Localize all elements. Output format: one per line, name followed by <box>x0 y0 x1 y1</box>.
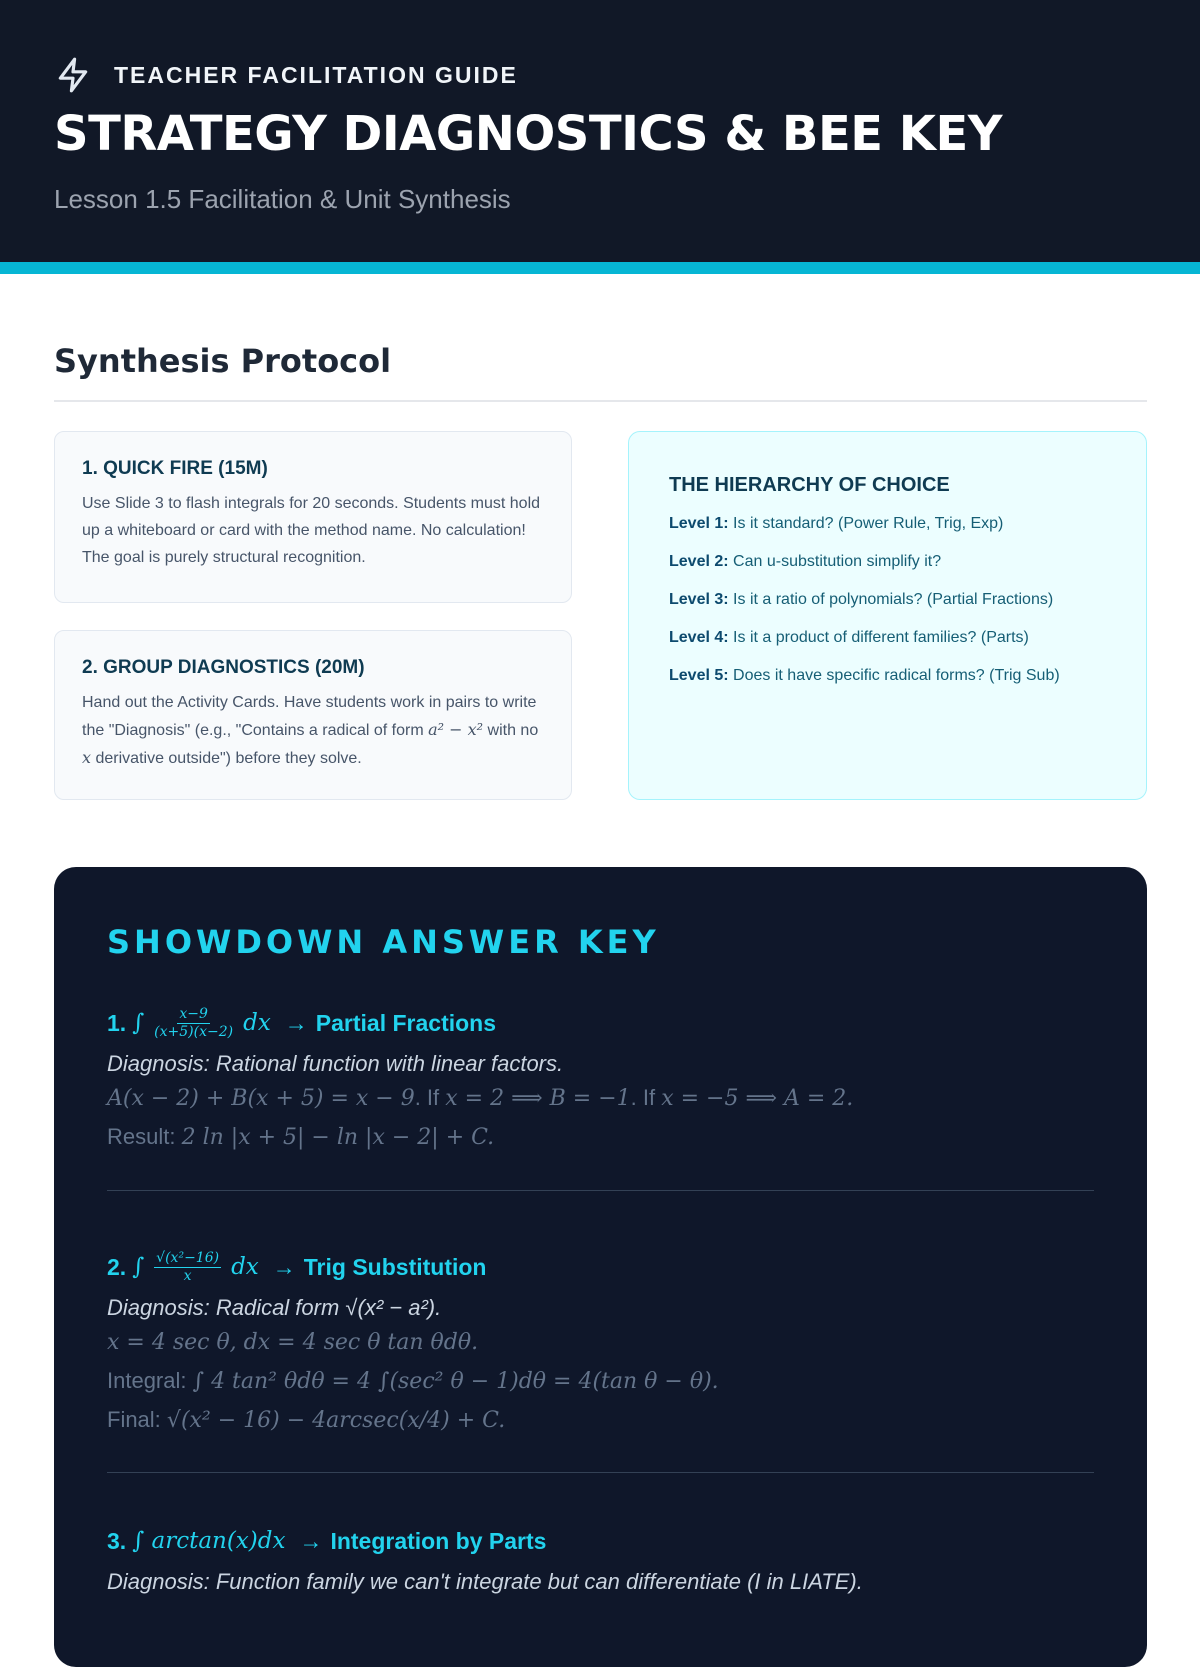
work-math: ∫ 4 tan² θdθ = 4 ∫(sec² θ − 1)dθ = 4(tan θ − θ). <box>192 1369 719 1394</box>
diagnosis: Diagnosis: Function family we can't integrate but can differentiate (I in LIATE). <box>107 1569 863 1594</box>
hierarchy-level <box>669 589 1106 627</box>
integrand-fraction <box>154 1250 221 1285</box>
lightning-icon <box>54 56 92 94</box>
hierarchy-level <box>669 513 1106 551</box>
card-title: 2. GROUP DIAGNOSTICS (20M) <box>82 657 365 678</box>
header-eyebrow <box>54 56 518 94</box>
level-text: Is it a product of different families? (Parts) <box>733 629 1029 646</box>
card-body-text: derivative outside") before they solve. <box>95 750 362 767</box>
method-name: Integration by Parts <box>330 1527 547 1554</box>
quick-fire-card <box>54 431 572 603</box>
work-math: x = 4 sec θ, dx = 4 sec θ tan θdθ. <box>107 1330 479 1355</box>
card-body: Use Slide 3 to flash integrals for 20 seconds. Students must hold up a whiteboard or card with the method name. No calculation! The goal is purely structural recognition. <box>82 495 541 566</box>
arrow: → <box>272 1253 296 1280</box>
diagnosis: Diagnosis: Rational function with linear factors. <box>107 1051 564 1076</box>
card-body <box>82 689 545 772</box>
work-text: Result: <box>107 1124 182 1149</box>
arrow: → <box>299 1527 323 1554</box>
answer-heading <box>107 1247 1094 1287</box>
work-text: Final: <box>107 1407 167 1432</box>
fraction-numerator: x−9 <box>179 1005 208 1022</box>
hierarchy-panel <box>628 431 1147 800</box>
method-name: Trig Substitution <box>303 1253 487 1280</box>
integrand-fraction <box>154 1006 233 1041</box>
answer-heading <box>107 1003 1094 1043</box>
fraction-numerator: √(x²−16) <box>156 1249 220 1266</box>
arrow: → <box>284 1009 308 1036</box>
work-text: . If <box>630 1085 662 1110</box>
answer-key-title: SHOWDOWN ANSWER KEY <box>107 923 660 961</box>
section-title: Synthesis Protocol <box>54 342 392 380</box>
work-line <box>107 1325 1094 1360</box>
section-divider <box>54 400 1147 402</box>
answer-item-1 <box>107 1003 1094 1155</box>
card-body-text: with no <box>487 722 539 739</box>
page-header <box>0 0 1200 274</box>
work-math: x = 2 ⟹ B = −1 <box>445 1086 631 1111</box>
page-subtitle: Lesson 1.5 Facilitation & Unit Synthesis <box>54 184 511 214</box>
hierarchy-level <box>669 627 1106 665</box>
integral-sign: ∫ <box>132 1010 145 1036</box>
work-math: x = −5 ⟹ A = 2. <box>661 1086 854 1111</box>
answer-number: 1. <box>107 1009 127 1036</box>
answer-item-3 <box>107 1521 1094 1595</box>
level-label: Level 3: <box>669 591 729 608</box>
work-line <box>107 1120 1094 1155</box>
level-text: Is it a ratio of polynomials? (Partial Fractions) <box>733 591 1054 608</box>
fraction-denominator: (x+5)(x−2) <box>154 1023 234 1040</box>
work-math: 2 ln |x + 5| − ln |x − 2| + C. <box>181 1125 495 1150</box>
page-title: STRATEGY DIAGNOSTICS & BEE KEY <box>54 106 1003 162</box>
diagnosis: Diagnosis: Radical form √(x² − a²). <box>107 1295 442 1320</box>
hierarchy-level <box>669 551 1106 589</box>
work-text: . If <box>414 1085 446 1110</box>
card-math: x <box>82 748 92 767</box>
item-divider <box>107 1190 1094 1191</box>
level-text: Does it have specific radical forms? (Trig Sub) <box>733 667 1060 684</box>
card-title: 1. QUICK FIRE (15M) <box>82 458 268 479</box>
level-text: Is it standard? (Power Rule, Trig, Exp) <box>733 515 1004 532</box>
eyebrow-label: TEACHER FACILITATION GUIDE <box>114 61 518 88</box>
item-divider <box>107 1472 1094 1473</box>
card-math: a² − x² <box>428 720 484 739</box>
hierarchy-level <box>669 665 1106 703</box>
work-line <box>107 1403 1094 1438</box>
level-label: Level 5: <box>669 667 729 684</box>
level-text: Can u-substitution simplify it? <box>733 553 942 570</box>
answer-heading <box>107 1521 1094 1561</box>
integral-sign: ∫ <box>132 1254 145 1280</box>
differential: dx <box>243 1010 271 1036</box>
differential: dx <box>231 1254 259 1280</box>
work-text: Integral: <box>107 1368 193 1393</box>
answer-number: 3. <box>107 1527 127 1554</box>
work-line <box>107 1081 1094 1116</box>
method-name: Partial Fractions <box>315 1009 497 1036</box>
level-label: Level 4: <box>669 629 729 646</box>
hierarchy-title: THE HIERARCHY OF CHOICE <box>669 474 950 496</box>
level-label: Level 1: <box>669 515 729 532</box>
answer-item-2 <box>107 1247 1094 1438</box>
group-diagnostics-card <box>54 630 572 800</box>
fraction-denominator: x <box>183 1267 192 1284</box>
integral-expression: ∫ arctan(x)dx <box>132 1528 286 1554</box>
answer-key-panel <box>54 867 1147 1667</box>
answer-number: 2. <box>107 1253 127 1280</box>
work-math: √(x² − 16) − 4arcsec(x/4) + C. <box>166 1408 506 1433</box>
work-line <box>107 1364 1094 1399</box>
work-math: A(x − 2) + B(x + 5) = x − 9 <box>107 1086 415 1111</box>
card-body-text: Hand out the Activity Cards. Have students work in pairs to write the "Diagnosis" (e.g., "Contains a radical of form <box>82 694 537 739</box>
level-label: Level 2: <box>669 553 729 570</box>
